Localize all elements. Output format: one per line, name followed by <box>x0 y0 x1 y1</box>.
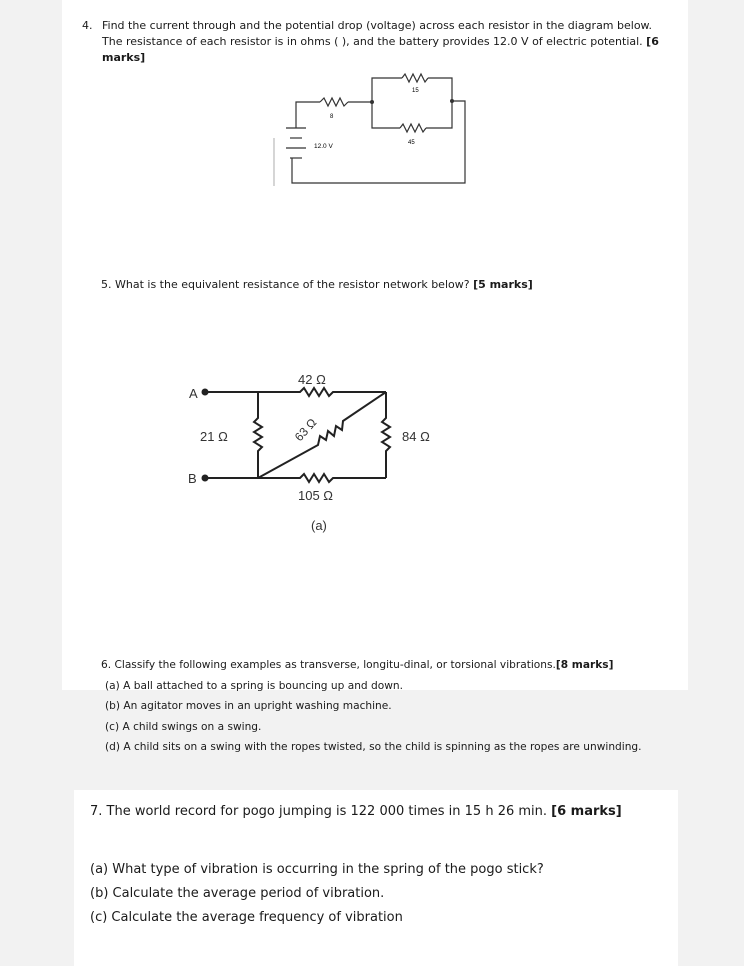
resistor-network-q5 <box>180 366 480 536</box>
question-7-item-c: (c) Calculate the average frequency of vibration <box>90 910 403 925</box>
question-6-item-a: (a) A ball attached to a spring is bouncing up and down. <box>105 679 403 692</box>
question-6-marks: [8 marks] <box>555 659 614 671</box>
terminal-a <box>202 389 209 396</box>
question-5-marks: [5 marks] <box>473 278 533 291</box>
question-7-item-a: (a) What type of vibration is occurring in the spring of the pogo stick? <box>90 862 544 877</box>
resistor-label-21: 21 Ω <box>200 429 228 444</box>
resistor-label-15: 15 <box>412 88 419 94</box>
question-7-text: 7. The world record for pogo jumping is 122 000 times in 15 h 26 min. <box>90 804 548 819</box>
question-6 <box>101 655 686 758</box>
resistor-label-45: 45 <box>408 140 415 146</box>
network-caption: (a) <box>311 518 327 533</box>
terminal-b <box>202 475 209 482</box>
question-6-item-c: (c) A child swings on a swing. <box>105 720 262 733</box>
resistor-label-8: 8 <box>330 114 334 120</box>
question-4 <box>82 18 672 66</box>
resistor-label-63: 63 Ω <box>291 415 320 445</box>
circuit-diagram-q4 <box>262 68 482 192</box>
terminal-label-b: B <box>188 471 197 486</box>
question-5-text: 5. What is the equivalent resistance of the resistor network below? <box>101 278 470 291</box>
question-4-marks: [6 marks] <box>102 35 659 64</box>
junction-dot-left <box>370 100 374 104</box>
question-7-marks: [6 marks] <box>551 804 622 819</box>
question-7 <box>90 800 680 930</box>
junction-dot-right <box>450 99 454 103</box>
question-6-text: 6. Classify the following examples as transverse, longitu-dinal, or torsional vibrations. <box>101 659 556 671</box>
question-4-number: 4. <box>82 19 93 32</box>
battery-label: 12.0 V <box>314 143 333 150</box>
terminal-label-a: A <box>189 386 198 401</box>
question-6-item-d: (d) A child sits on a swing with the ropes twisted, so the child is spinning as the ropes are unwinding. <box>105 741 642 753</box>
resistor-label-105: 105 Ω <box>298 488 334 503</box>
question-5 <box>101 277 533 293</box>
question-7-item-b: (b) Calculate the average period of vibration. <box>90 886 385 901</box>
resistor-label-84: 84 Ω <box>402 429 430 444</box>
question-6-item-b: (b) An agitator moves in an upright washing machine. <box>105 700 392 712</box>
resistor-label-42: 42 Ω <box>298 372 326 387</box>
question-4-text: Find the current through and the potential drop (voltage) across each resistor in the diagram below. The resistance of each resistor is in ohms ( ), and the battery provides 12.0 V of electric potential. <box>102 19 653 48</box>
